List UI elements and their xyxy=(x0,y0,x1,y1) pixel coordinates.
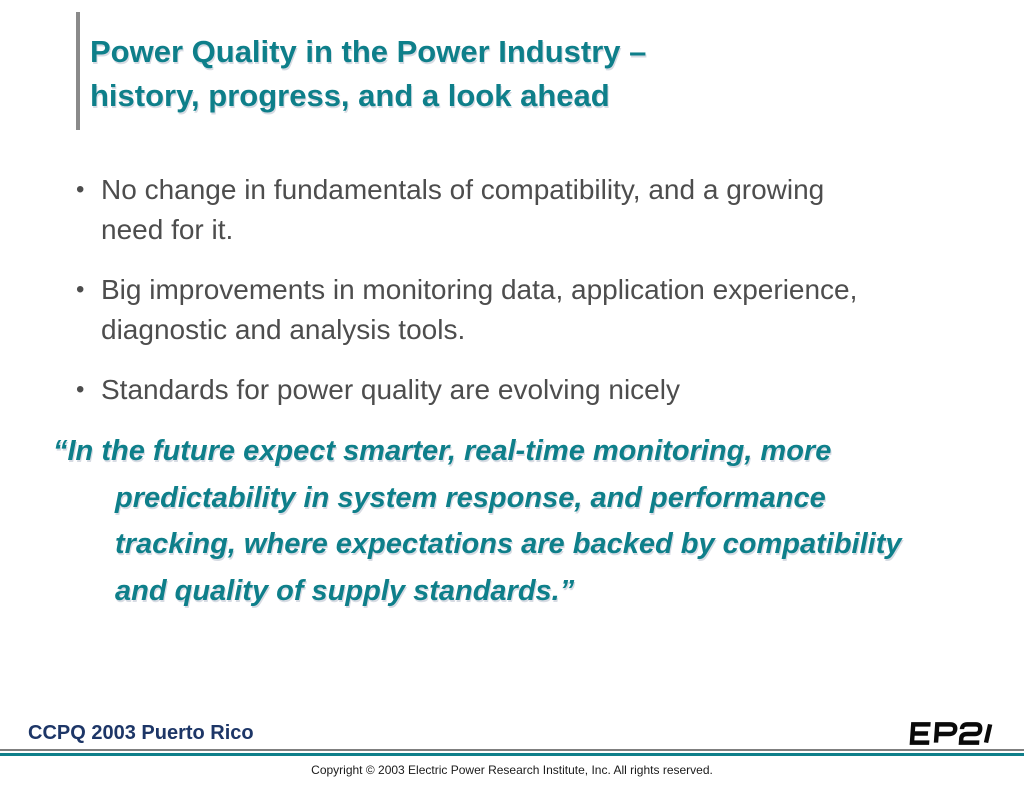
bullet-marker: • xyxy=(76,376,85,403)
epri-logo xyxy=(902,720,1002,747)
copyright-text: Copyright © 2003 Electric Power Research Institute, Inc. All rights reserved. xyxy=(311,763,713,777)
footer-event-label: CCPQ 2003 Puerto Rico xyxy=(28,722,254,744)
bullet-item xyxy=(76,170,876,250)
bullet-text: Big improvements in monitoring data, application experience, diagnostic and analysis tools. xyxy=(101,274,858,345)
epri-letter-r xyxy=(961,724,981,742)
bullet-text: Standards for power quality are evolving nicely xyxy=(101,374,680,405)
bullet-marker: • xyxy=(76,176,85,203)
bullet-marker: • xyxy=(76,276,85,303)
slide-title xyxy=(90,30,950,118)
title-accent-bar xyxy=(76,12,80,130)
footer-rule-gray xyxy=(0,749,1024,751)
slide-title-line2: history, progress, and a look ahead xyxy=(90,78,610,113)
epri-letter-i xyxy=(986,724,990,742)
slide-title-line1: Power Quality in the Power Industry – xyxy=(90,34,647,69)
bullet-item xyxy=(76,270,876,350)
quote-text: “In the future expect smarter, real-time monitoring, more predictability in system response, and performance tracking, where expectations are backed by compatibility and quality of supply standards.” xyxy=(53,435,902,607)
footer-rule-teal xyxy=(0,753,1024,756)
epri-letter-p xyxy=(936,724,956,742)
bullet-text: No change in fundamentals of compatibility, and a growing need for it. xyxy=(101,174,825,245)
bullet-item xyxy=(76,370,876,410)
bullet-list xyxy=(76,170,876,430)
